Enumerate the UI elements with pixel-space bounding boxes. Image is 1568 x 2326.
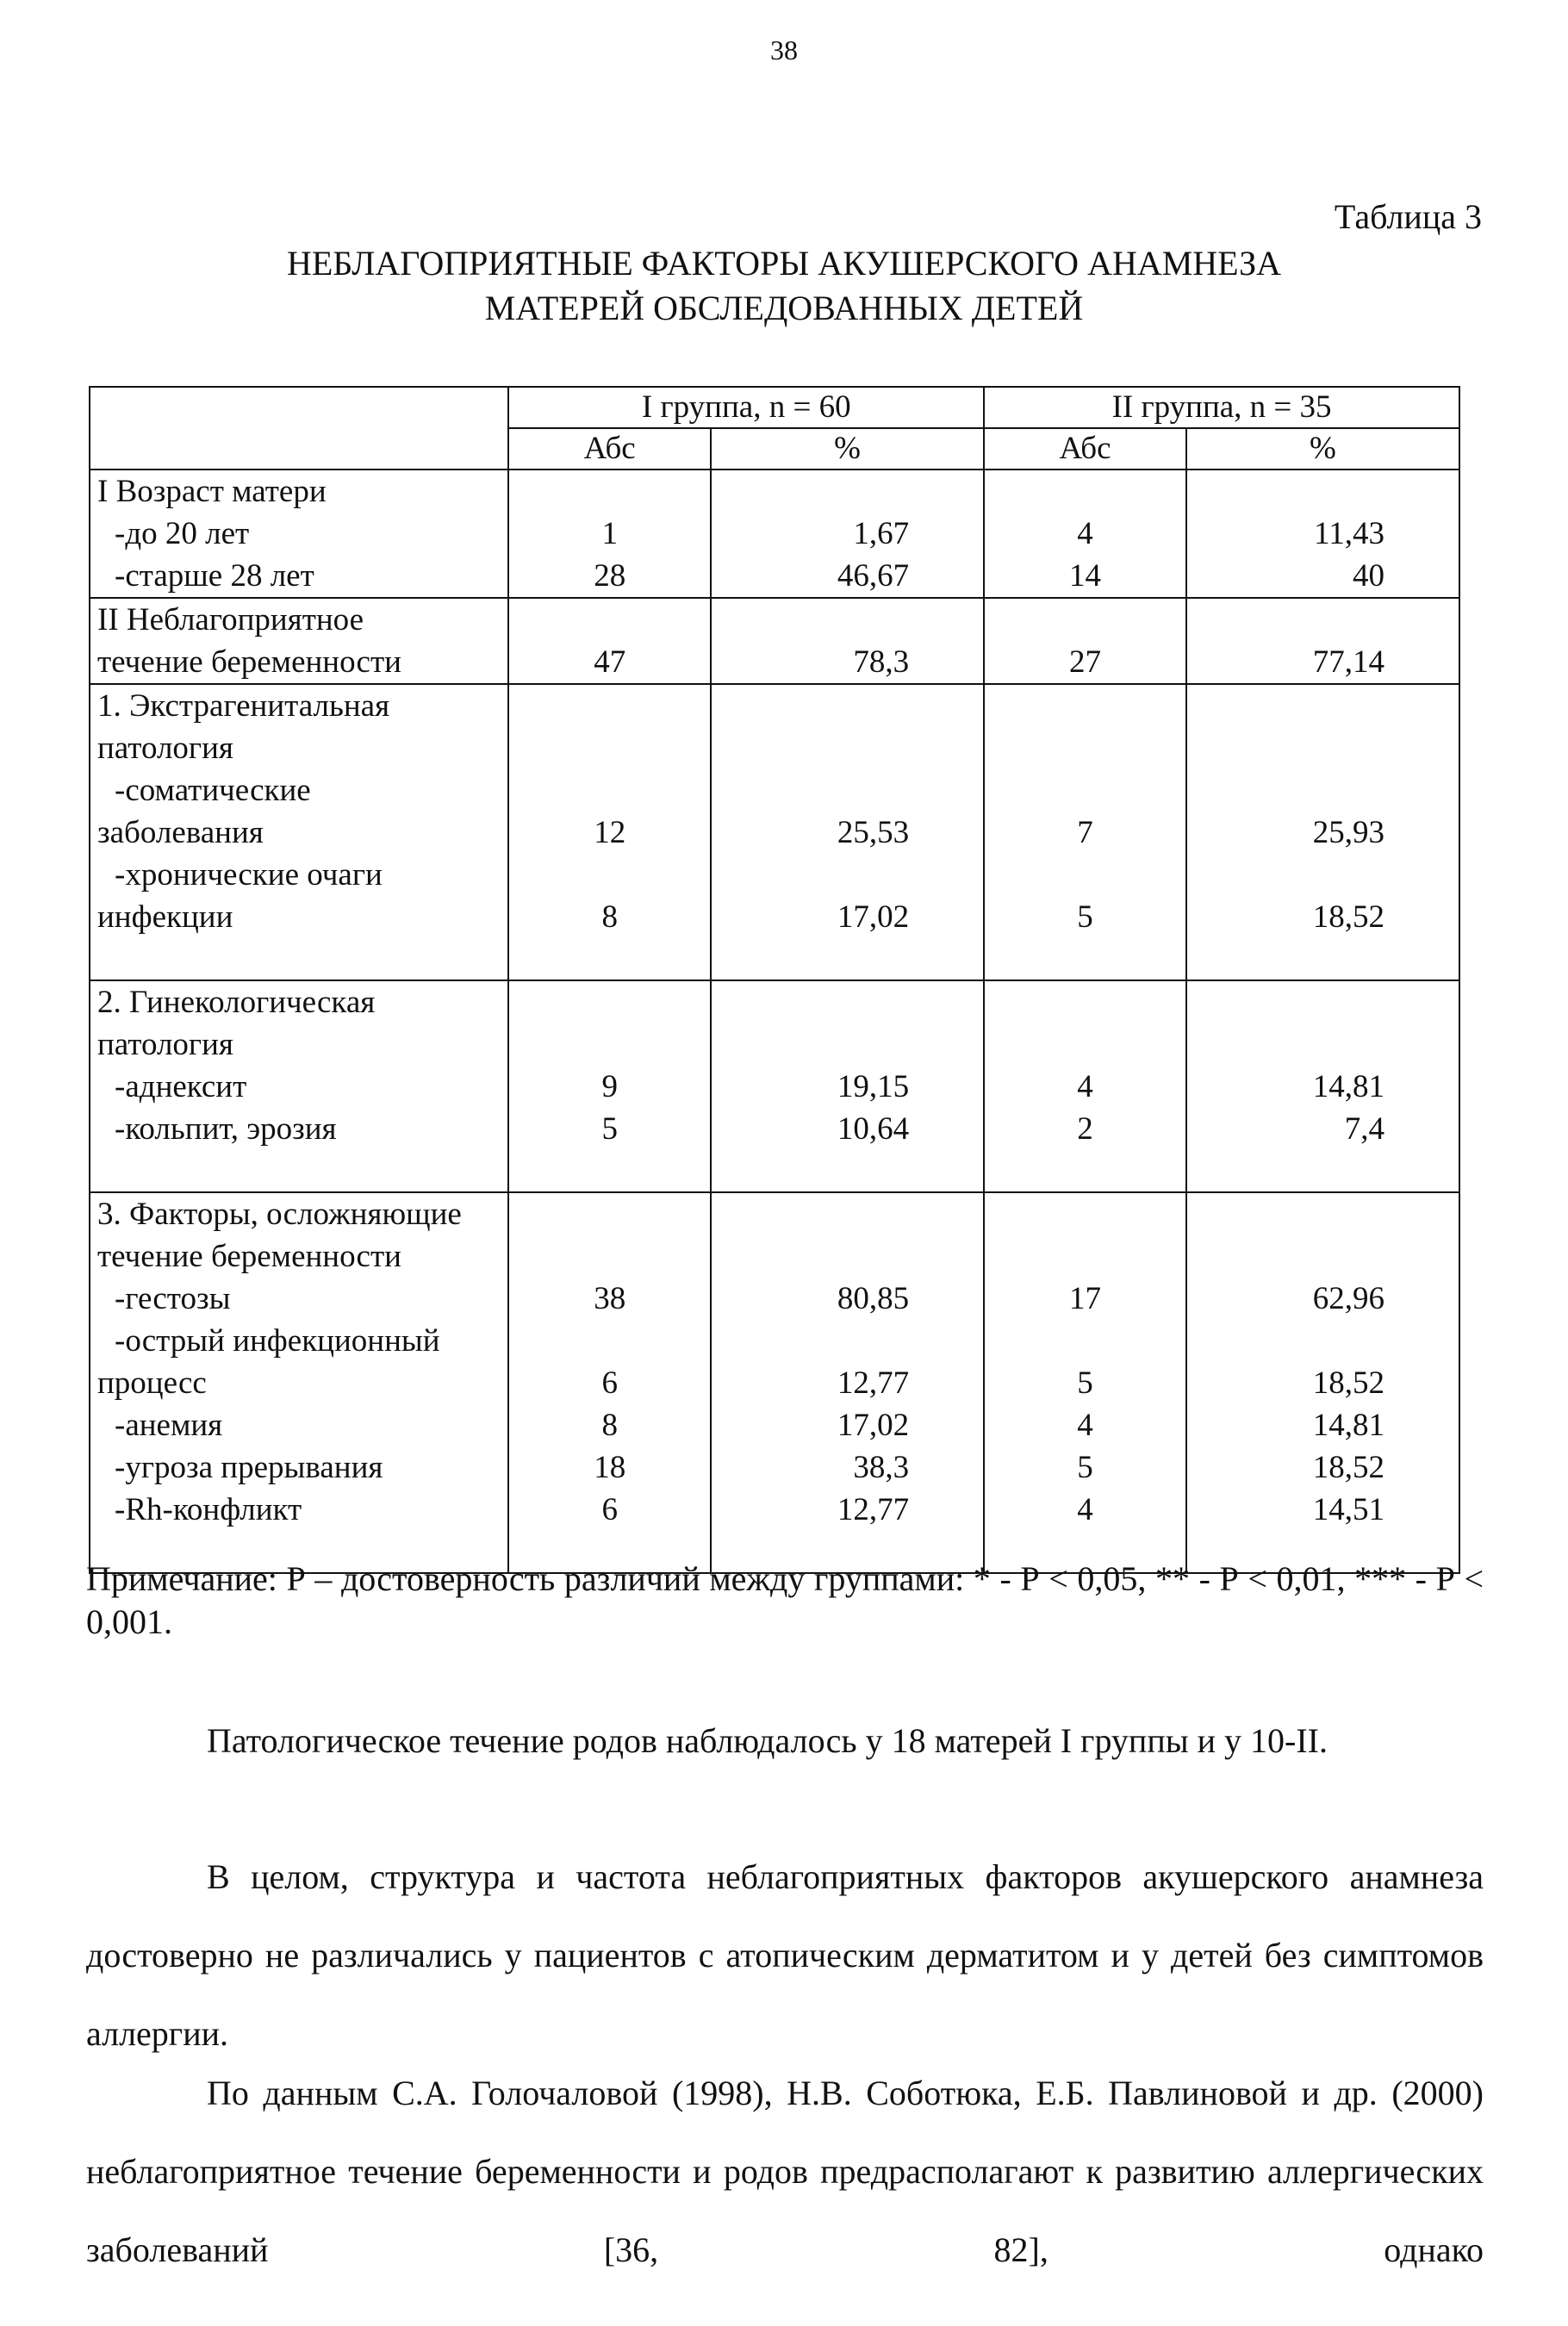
table-row xyxy=(90,769,1459,812)
row-label: 2. Гинекологическая xyxy=(90,980,508,1023)
table-row xyxy=(90,980,1459,1023)
row-label: -гестозы xyxy=(90,1278,508,1320)
cell-pct-group1: 80,85 xyxy=(711,1278,984,1320)
row-label: течение беременности xyxy=(90,1235,508,1278)
cell-pct-group1: 17,02 xyxy=(711,1404,984,1446)
table-row xyxy=(90,812,1459,854)
subheader-pct-2: % xyxy=(1186,428,1459,470)
table-row xyxy=(90,727,1459,769)
cell-abs-group2: 2 xyxy=(984,1108,1186,1150)
group-header-1: I группа, n = 60 xyxy=(508,387,984,428)
table-row xyxy=(90,1235,1459,1278)
row-label: процесс xyxy=(90,1362,508,1404)
cell-pct-group1 xyxy=(711,1192,984,1235)
cell-pct-group1 xyxy=(711,598,984,641)
table-row xyxy=(90,1320,1459,1362)
cell-abs-group1: 6 xyxy=(508,1362,711,1404)
cell-abs-group2 xyxy=(984,1150,1186,1192)
row-label: -острый инфекционный xyxy=(90,1320,508,1362)
cell-pct-group1: 25,53 xyxy=(711,812,984,854)
cell-pct-group1: 78,3 xyxy=(711,641,984,684)
cell-abs-group2 xyxy=(984,1023,1186,1066)
row-label: -до 20 лет xyxy=(90,513,508,555)
table-row xyxy=(90,1150,1459,1192)
cell-pct-group2 xyxy=(1186,854,1459,896)
table-row xyxy=(90,854,1459,896)
cell-pct-group1 xyxy=(711,1235,984,1278)
table-header-row xyxy=(90,387,1459,428)
subheader-abs-1: Абс xyxy=(508,428,711,470)
table-title-line: МАТЕРЕЙ ОБСЛЕДОВАННЫХ ДЕТЕЙ xyxy=(484,289,1084,327)
cell-pct-group2 xyxy=(1186,1023,1459,1066)
cell-abs-group2 xyxy=(984,938,1186,980)
table-row xyxy=(90,1066,1459,1108)
paragraph xyxy=(86,1838,1484,2073)
cell-pct-group1 xyxy=(711,1150,984,1192)
cell-pct-group2 xyxy=(1186,1192,1459,1235)
subheader-pct-1: % xyxy=(711,428,984,470)
row-label: инфекции xyxy=(90,896,508,938)
cell-abs-group2: 4 xyxy=(984,513,1186,555)
cell-abs-group2: 27 xyxy=(984,641,1186,684)
row-label: патология xyxy=(90,727,508,769)
cell-abs-group1 xyxy=(508,854,711,896)
table-row xyxy=(90,1489,1459,1531)
cell-abs-group2: 5 xyxy=(984,896,1186,938)
cell-pct-group2: 18,52 xyxy=(1186,1362,1459,1404)
cell-pct-group2: 77,14 xyxy=(1186,641,1459,684)
cell-abs-group1 xyxy=(508,727,711,769)
row-label: 1. Экстрагенитальная xyxy=(90,684,508,727)
cell-abs-group2: 17 xyxy=(984,1278,1186,1320)
cell-abs-group1: 8 xyxy=(508,896,711,938)
cell-pct-group2 xyxy=(1186,684,1459,727)
table-row xyxy=(90,1192,1459,1235)
cell-pct-group2 xyxy=(1186,727,1459,769)
cell-pct-group1: 38,3 xyxy=(711,1446,984,1489)
cell-abs-group2 xyxy=(984,854,1186,896)
cell-pct-group1: 17,02 xyxy=(711,896,984,938)
cell-pct-group2: 62,96 xyxy=(1186,1278,1459,1320)
cell-abs-group1 xyxy=(508,598,711,641)
cell-abs-group1 xyxy=(508,938,711,980)
cell-abs-group2 xyxy=(984,980,1186,1023)
table-row xyxy=(90,513,1459,555)
cell-pct-group1: 46,67 xyxy=(711,555,984,598)
cell-abs-group1: 47 xyxy=(508,641,711,684)
cell-abs-group2 xyxy=(984,769,1186,812)
cell-abs-group1 xyxy=(508,1150,711,1192)
cell-pct-group1 xyxy=(711,980,984,1023)
cell-abs-group2 xyxy=(984,684,1186,727)
cell-pct-group1: 1,67 xyxy=(711,513,984,555)
cell-abs-group1 xyxy=(508,684,711,727)
row-label: патология xyxy=(90,1023,508,1066)
row-label: -старше 28 лет xyxy=(90,555,508,598)
paragraph xyxy=(86,2054,1484,2289)
cell-abs-group2 xyxy=(984,1235,1186,1278)
row-label: -соматические xyxy=(90,769,508,812)
row-label: -хронические очаги xyxy=(90,854,508,896)
paragraph xyxy=(86,1701,1484,1780)
table-row xyxy=(90,684,1459,727)
cell-pct-group2 xyxy=(1186,470,1459,513)
table-label: Таблица 3 xyxy=(1334,197,1482,236)
cell-abs-group1 xyxy=(508,1235,711,1278)
cell-abs-group1 xyxy=(508,1023,711,1066)
cell-abs-group1 xyxy=(508,980,711,1023)
row-label: -угроза прерывания xyxy=(90,1446,508,1489)
row-label: -аднексит xyxy=(90,1066,508,1108)
subheader-abs-2: Абс xyxy=(984,428,1186,470)
row-label: I Возраст матери xyxy=(90,470,508,513)
cell-abs-group2 xyxy=(984,1320,1186,1362)
row-label: -анемия xyxy=(90,1404,508,1446)
row-label: -Rh-конфликт xyxy=(90,1489,508,1531)
cell-abs-group1: 28 xyxy=(508,555,711,598)
table-row xyxy=(90,555,1459,598)
cell-abs-group1 xyxy=(508,769,711,812)
row-label: 3. Факторы, осложняющие xyxy=(90,1192,508,1235)
group-header-2: II группа, n = 35 xyxy=(984,387,1459,428)
table-note: Примечание: Р – достоверность различий между группами: * - Р < 0,05, ** - Р < 0,01, *** - Р < 0,001. xyxy=(86,1559,1484,1641)
data-table xyxy=(89,386,1460,1574)
table-row xyxy=(90,598,1459,641)
cell-pct-group2 xyxy=(1186,769,1459,812)
cell-pct-group2: 25,93 xyxy=(1186,812,1459,854)
cell-abs-group2 xyxy=(984,470,1186,513)
table-row xyxy=(90,470,1459,513)
cell-pct-group2: 11,43 xyxy=(1186,513,1459,555)
cell-pct-group1: 12,77 xyxy=(711,1362,984,1404)
cell-pct-group2 xyxy=(1186,938,1459,980)
cell-pct-group1 xyxy=(711,684,984,727)
table-row xyxy=(90,1278,1459,1320)
table-row xyxy=(90,1362,1459,1404)
cell-pct-group2 xyxy=(1186,980,1459,1023)
page-number: 38 xyxy=(770,34,798,65)
cell-pct-group1: 12,77 xyxy=(711,1489,984,1531)
table-title xyxy=(86,241,1482,331)
cell-abs-group2: 4 xyxy=(984,1489,1186,1531)
cell-abs-group2 xyxy=(984,598,1186,641)
cell-abs-group1 xyxy=(508,470,711,513)
cell-pct-group2 xyxy=(1186,1150,1459,1192)
cell-pct-group2: 40 xyxy=(1186,555,1459,598)
table-row xyxy=(90,896,1459,938)
paragraph-text: Патологическое течение родов наблюдалось у 18 матерей I группы и у 10-II. xyxy=(207,1721,1328,1760)
row-label: II Неблагоприятное xyxy=(90,598,508,641)
cell-abs-group1 xyxy=(508,1192,711,1235)
cell-pct-group2: 14,81 xyxy=(1186,1404,1459,1446)
cell-pct-group2 xyxy=(1186,1320,1459,1362)
table-title-line: НЕБЛАГОПРИЯТНЫЕ ФАКТОРЫ АКУШЕРСКОГО АНАМНЕЗА xyxy=(286,244,1282,283)
cell-abs-group1: 18 xyxy=(508,1446,711,1489)
paragraph-text: В целом, структура и частота неблагоприятных факторов акушерского анамнеза достоверно не различались у пациентов с атопическим дерматитом и у детей без симптомов аллергии. xyxy=(86,1857,1484,2053)
cell-pct-group2: 7,4 xyxy=(1186,1108,1459,1150)
cell-pct-group2: 18,52 xyxy=(1186,896,1459,938)
row-label: течение беременности xyxy=(90,641,508,684)
cell-pct-group1 xyxy=(711,470,984,513)
cell-pct-group2: 18,52 xyxy=(1186,1446,1459,1489)
row-label xyxy=(90,938,508,980)
table-row xyxy=(90,1404,1459,1446)
cell-pct-group2 xyxy=(1186,1235,1459,1278)
table-row xyxy=(90,641,1459,684)
table-row xyxy=(90,1023,1459,1066)
cell-abs-group2 xyxy=(984,727,1186,769)
cell-abs-group2: 4 xyxy=(984,1066,1186,1108)
cell-abs-group1: 8 xyxy=(508,1404,711,1446)
cell-abs-group1: 5 xyxy=(508,1108,711,1150)
cell-abs-group2: 5 xyxy=(984,1446,1186,1489)
cell-pct-group1 xyxy=(711,769,984,812)
header-empty-cell xyxy=(90,387,508,470)
cell-pct-group2 xyxy=(1186,598,1459,641)
cell-abs-group1: 12 xyxy=(508,812,711,854)
cell-pct-group1 xyxy=(711,727,984,769)
row-label: заболевания xyxy=(90,812,508,854)
cell-pct-group1 xyxy=(711,1320,984,1362)
cell-abs-group1: 38 xyxy=(508,1278,711,1320)
paragraph-text: По данным С.А. Голочаловой (1998), Н.В. Соботюка, Е.Б. Павлиновой и др. (2000) неблагоприятное течение беременности и родов предрасполагают к развитию аллергических заболеваний [36, 82], однако xyxy=(86,2074,1484,2269)
cell-abs-group2: 7 xyxy=(984,812,1186,854)
cell-pct-group1 xyxy=(711,938,984,980)
cell-abs-group1: 9 xyxy=(508,1066,711,1108)
cell-pct-group1: 10,64 xyxy=(711,1108,984,1150)
cell-abs-group2: 14 xyxy=(984,555,1186,598)
cell-abs-group1: 1 xyxy=(508,513,711,555)
cell-pct-group2: 14,81 xyxy=(1186,1066,1459,1108)
cell-pct-group1 xyxy=(711,1023,984,1066)
cell-pct-group1 xyxy=(711,854,984,896)
cell-abs-group2: 5 xyxy=(984,1362,1186,1404)
table-row xyxy=(90,938,1459,980)
cell-abs-group1: 6 xyxy=(508,1489,711,1531)
table-row xyxy=(90,1108,1459,1150)
row-label: -кольпит, эрозия xyxy=(90,1108,508,1150)
cell-pct-group2: 14,51 xyxy=(1186,1489,1459,1531)
table-row xyxy=(90,1446,1459,1489)
cell-abs-group1 xyxy=(508,1320,711,1362)
cell-pct-group1: 19,15 xyxy=(711,1066,984,1108)
cell-abs-group2 xyxy=(984,1192,1186,1235)
row-label xyxy=(90,1150,508,1192)
cell-abs-group2: 4 xyxy=(984,1404,1186,1446)
